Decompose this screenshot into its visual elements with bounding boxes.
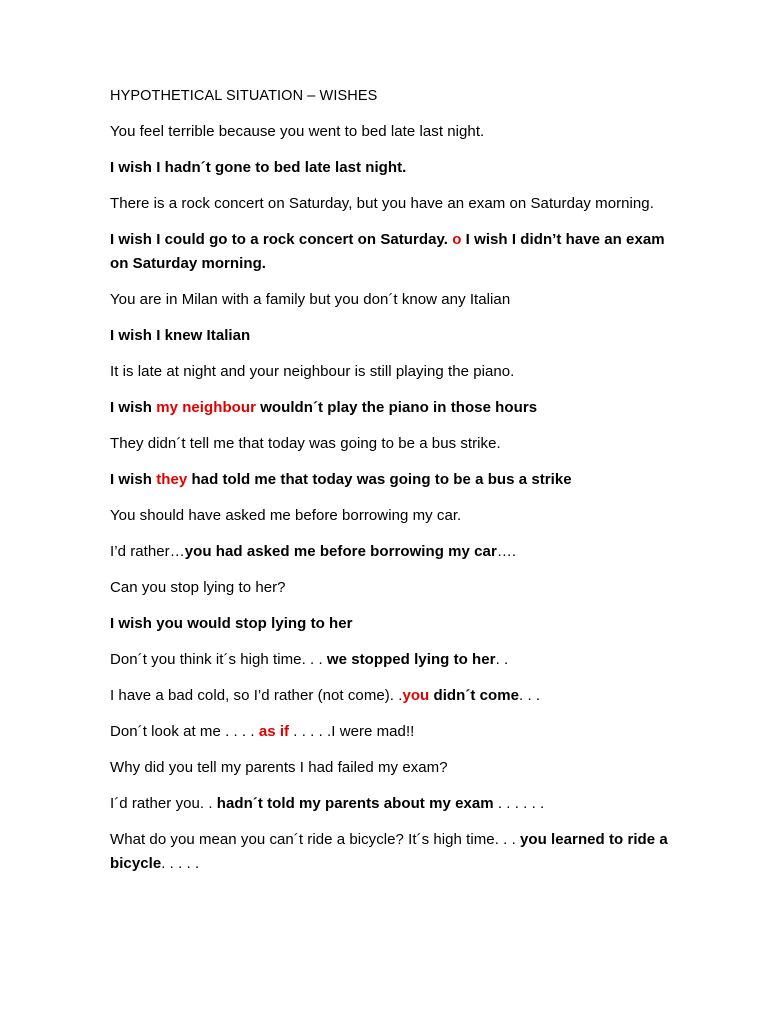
prompt-text: You are in Milan with a family but you don´t know any Italian — [110, 291, 511, 308]
prompt-line — [110, 288, 668, 312]
prompt-text: They didn´t tell me that today was going to be a bus strike. — [110, 435, 501, 452]
prompt-line — [110, 756, 668, 780]
answer-text: I wish I could go to a rock concert on Saturday. — [110, 231, 453, 248]
prefix-text: I´d rather you. . — [110, 795, 217, 812]
answer-text: I wish you would stop lying to her — [110, 615, 353, 632]
prefix-text: Don´t you think it´s high time. . . — [110, 651, 327, 668]
suffix-text: . . — [495, 651, 509, 668]
prompt-text: You feel terrible because you went to bed late last night. — [110, 123, 485, 140]
answer-text: had told me that today was going to be a bus a strike — [187, 471, 572, 488]
answer-text: I wish — [110, 471, 157, 488]
suffix-text: . . . . .I were mad!! — [289, 723, 415, 740]
prompt-text: Can you stop lying to her? — [110, 579, 286, 596]
highlight-text: you — [402, 687, 430, 704]
answer-text: hadn´t told my parents about my exam — [216, 795, 494, 812]
suffix-text: . . . . . . — [493, 795, 545, 812]
prompt-line — [110, 192, 668, 216]
prompt-line — [110, 504, 668, 528]
answer-text: I wish I hadn´t gone to bed late last night. — [110, 159, 407, 176]
answer-text: I wish I didn’t have an exam on Saturday morning. — [110, 231, 665, 272]
prompt-text: It is late at night and your neighbour is still playing the piano. — [110, 363, 515, 380]
exercise-line — [110, 828, 668, 876]
answer-text: wouldn´t play the piano in those hours — [255, 399, 538, 416]
prompt-line — [110, 576, 668, 600]
answer-line — [110, 612, 668, 636]
exercise-line — [110, 684, 668, 708]
highlight-text: o — [452, 231, 462, 248]
answer-text: didn´t come — [429, 687, 520, 704]
answer-line — [110, 396, 668, 420]
highlight-text: as if — [258, 723, 290, 740]
answer-text: we stopped lying to her — [326, 651, 496, 668]
answer-text: you learned to ride a bicycle — [110, 831, 668, 872]
document-title: HYPOTHETICAL SITUATION – WISHES — [110, 88, 378, 104]
prompt-line — [110, 120, 668, 144]
answer-line — [110, 792, 668, 816]
exercise-line — [110, 648, 668, 672]
prompt-text: Why did you tell my parents I had failed my exam? — [110, 759, 448, 776]
answer-line — [110, 156, 668, 180]
prompt-text: You should have asked me before borrowing my car. — [110, 507, 462, 524]
highlight-text: they — [156, 471, 188, 488]
prefix-text: What do you mean you can´t ride a bicycle? It´s high time. . . — [110, 831, 521, 848]
answer-text: I wish I knew Italian — [110, 327, 251, 344]
exercise-line — [110, 720, 668, 744]
suffix-text: …. — [496, 543, 517, 560]
answer-line — [110, 468, 668, 492]
highlight-text: my neighbour — [156, 399, 256, 416]
prefix-text: I’d rather… — [110, 543, 185, 560]
prefix-text: Don´t look at me . . . . — [110, 723, 259, 740]
prefix-text: I have a bad cold, so I’d rather (not come). . — [110, 687, 403, 704]
answer-line — [110, 324, 668, 348]
answer-text: I wish — [110, 399, 157, 416]
prompt-line — [110, 432, 668, 456]
suffix-text: . . . . . — [161, 855, 200, 872]
suffix-text: . . . — [519, 687, 541, 704]
prompt-line — [110, 360, 668, 384]
answer-text: you had asked me before borrowing my car — [184, 543, 497, 560]
prompt-text: There is a rock concert on Saturday, but you have an exam on Saturday morning. — [110, 195, 654, 212]
answer-line — [110, 540, 668, 564]
answer-line — [110, 228, 668, 276]
